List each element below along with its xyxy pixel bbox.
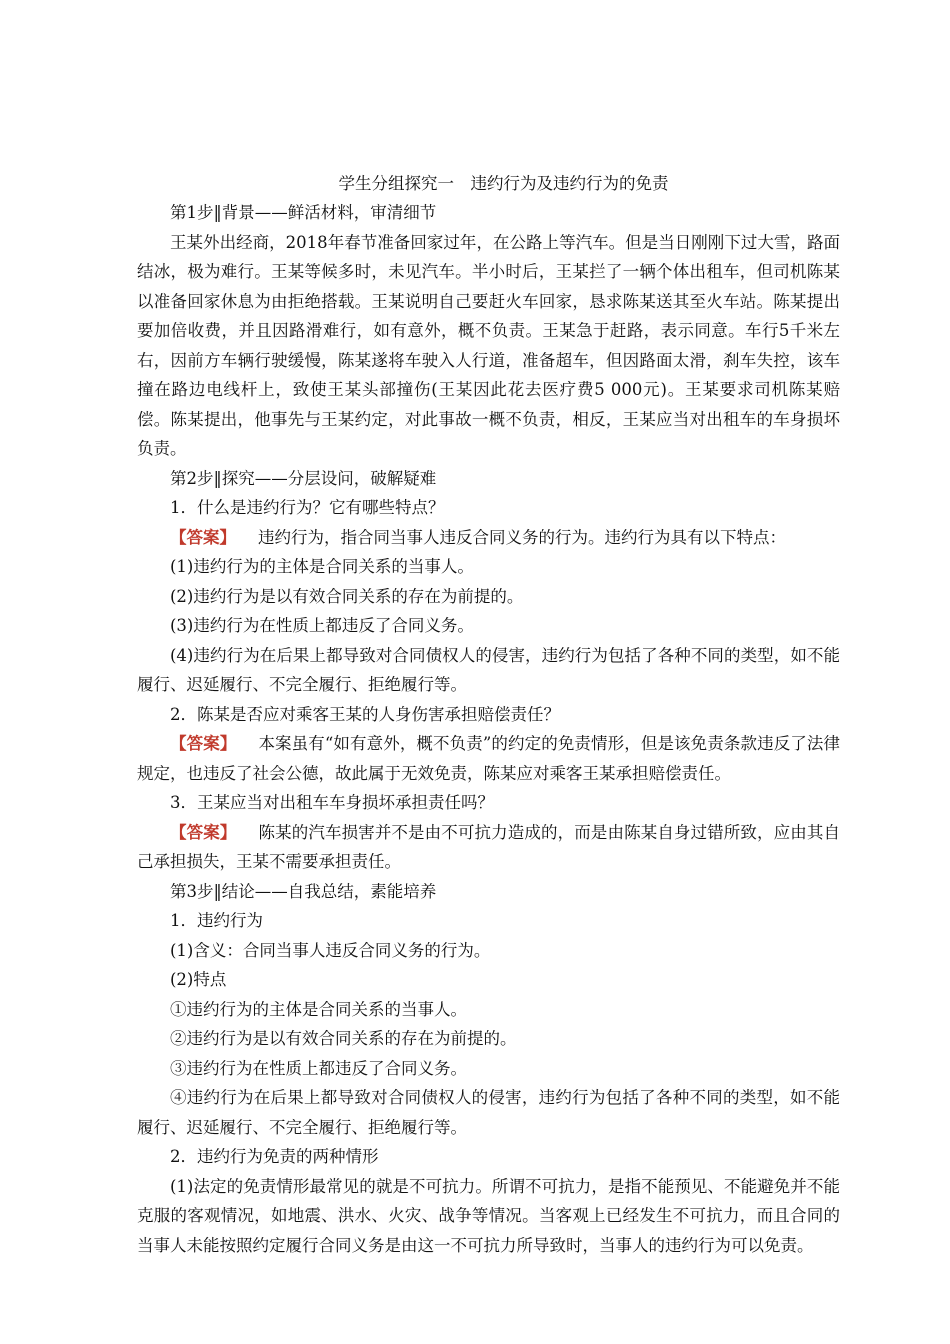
answer-1 [137, 523, 840, 553]
answer-tag: 【答案】 [170, 822, 237, 842]
conclusion-1-meaning: (1)含义：合同当事人违反合同义务的行为。 [170, 940, 491, 960]
step-1-heading: 第1步‖背景——鲜活材料，审清细节 [170, 203, 437, 222]
step-3-heading: 第3步‖结论——自我总结，素能培养 [170, 881, 437, 901]
feature-item: ③违约行为在性质上都违反了合同义务。 [170, 1058, 467, 1078]
conclusion-2-heading: 2．违约行为免责的两种情形 [170, 1147, 379, 1166]
feature-item: ②违约行为是以有效合同关系的存在为前提的。 [170, 1029, 517, 1048]
answer-3-text: 陈某的汽车损害并不是由不可抗力造成的，而是由陈某自身过错所致，应由其自己承担损失，王某不需要承担责任。 [137, 822, 841, 871]
conclusion-1-features-heading: (2)特点 [170, 970, 227, 989]
answer-1-point: (4)违约行为在后果上都导致对合同债权人的侵害，违约行为包括了各种不同的类型，如不能履行、迟延履行、不完全履行、拒绝履行等。 [137, 645, 840, 694]
step-2-heading: 第2步‖探究——分层设问，破解疑难 [170, 468, 437, 488]
answer-tag: 【答案】 [170, 734, 237, 753]
question-2: 2．陈某是否应对乘客王某的人身伤害承担赔偿责任？ [170, 704, 560, 724]
conclusion-1-heading: 1．违约行为 [170, 911, 263, 930]
conclusion-2-paragraph: (1)法定的免责情形最常见的就是不可抗力。所谓不可抗力，是指不能预见、不能避免并不能克服的客观情况，如地震、洪水、火灾、战争等情况。当客观上已经发生不可抗力，而且合同的当事人未能按照约定履行合同义务是由这一不可抗力所导致时，当事人的违约行为可以免责。 [137, 1176, 840, 1255]
background-paragraph: 王某外出经商，2018年春节准备回家过年，在公路上等汽车。但是当日刚刚下过大雪，路面结冰，极为难行。王某等候多时，未见汽车。半小时后，王某拦了一辆个体出租车，但司机陈某以准备回家休息为由拒绝搭载。王某说明自己要赶火车回家，恳求陈某送其至火车站。陈某提出要加倍收费，并且因路滑难行，如有意外，概不负责。王某急于赶路，表示同意。车行5千米左右，因前方车辆行驶缓慢，陈某遂将车驶入人行道，准备超车，但因路面太滑，刹车失控，该车撞在路边电线杆上，致使王某头部撞伤(王某因此花去医疗费5 000元)。王某要求司机陈某赔偿。陈某提出，他事先与王某约定，对此事故一概不负责，相反，王某应当对出租车的车身损坏负责。 [137, 232, 840, 458]
answer-1-point: (3)违约行为在性质上都违反了合同义务。 [170, 616, 474, 635]
answer-1-text: 违约行为，指合同当事人违反合同义务的行为。违约行为具有以下特点： [258, 527, 786, 547]
question-1: 1．什么是违约行为？它有哪些特点？ [170, 498, 445, 517]
feature-item: ①违约行为的主体是合同关系的当事人。 [170, 999, 467, 1019]
answer-3 [137, 818, 840, 877]
answer-tag: 【答案】 [170, 527, 236, 547]
answer-2-text: 本案虽有“如有意外，概不负责”的约定的免责情形，但是该免责条款违反了法律规定，也违反了社会公德，故此属于无效免责，陈某应对乘客王某承担赔偿责任。 [137, 734, 841, 783]
document-body [137, 170, 840, 1260]
answer-1-point: (2)违约行为是以有效合同关系的存在为前提的。 [170, 586, 524, 606]
question-3: 3．王某应当对出租车车身损坏承担责任吗？ [170, 793, 494, 812]
answer-2 [137, 729, 840, 788]
feature-item: ④违约行为在后果上都导致对合同债权人的侵害，违约行为包括了各种不同的类型，如不能履行、迟延履行、不完全履行、拒绝履行等。 [137, 1088, 840, 1137]
answer-1-point: (1)违约行为的主体是合同关系的当事人。 [170, 557, 474, 576]
page-title: 学生分组探究一 违约行为及违约行为的免责 [338, 174, 669, 193]
